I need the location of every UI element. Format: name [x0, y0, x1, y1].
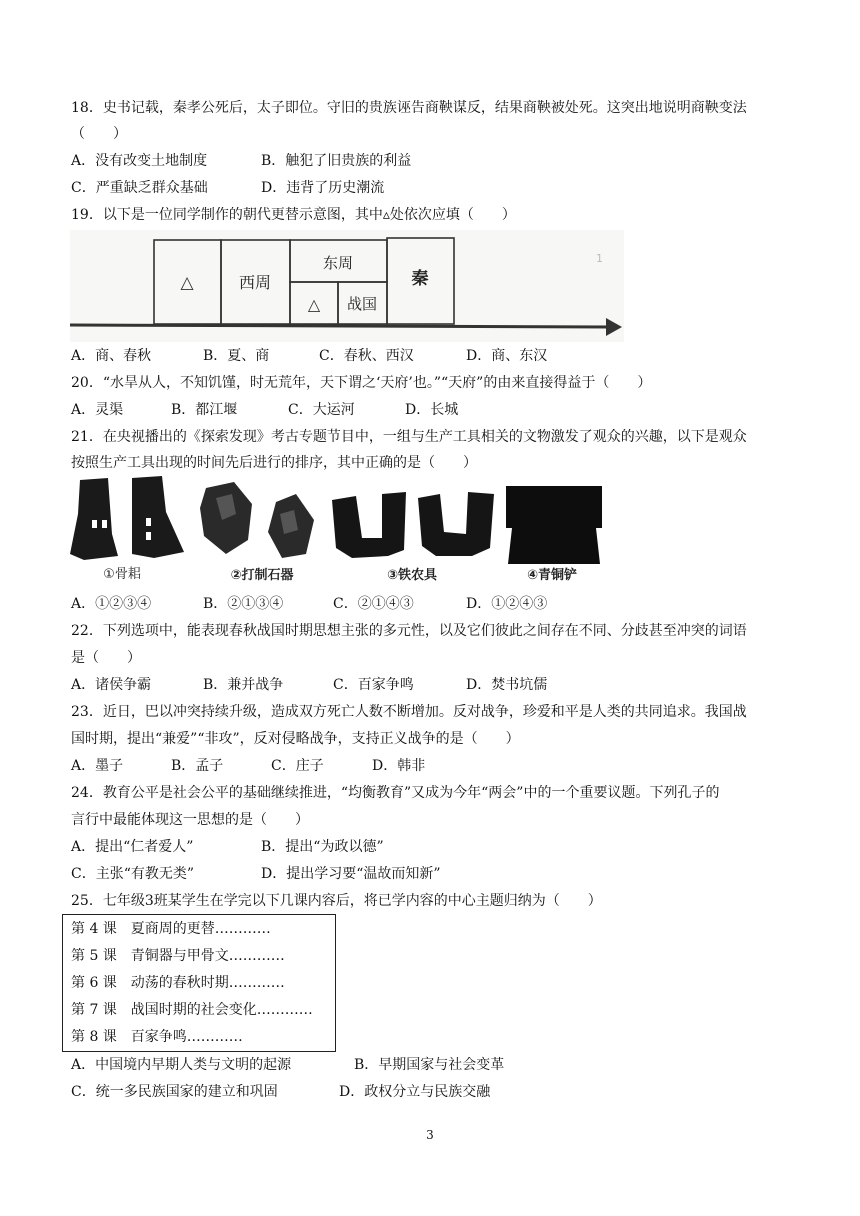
q24-options-row2 — [71, 864, 441, 884]
lesson-list-box — [62, 914, 336, 1052]
q19-stem: 19．以下是一位同学制作的朝代更替示意图，其中▵处依次应填（ ） — [71, 207, 516, 223]
q20-option-a[interactable]: A．灵渠 — [71, 402, 124, 418]
zhanguo-label: 战国 — [346, 295, 378, 313]
q23-options — [71, 756, 425, 776]
q22-option-c[interactable]: C．百家争鸣 — [333, 677, 414, 693]
q22-option-d[interactable]: D．焚书坑儒 — [466, 677, 548, 693]
q22-stem-line2: 是（ ） — [71, 650, 141, 666]
dynasty-timeline-diagram — [70, 230, 624, 342]
xizhou-label: 西周 — [238, 273, 272, 292]
bronze-shovel-picture — [506, 486, 602, 564]
q18-stem-line1: 18．史书记载，秦孝公死后，太子即位。守旧的贵族诬告商鞅谋反，结果商鞅被处死。这突出地说明商鞅变法 — [71, 100, 747, 116]
caption-bronze-shovel: ④青铜铲 — [526, 568, 578, 583]
q18-option-b[interactable]: B．触犯了旧贵族的利益 — [261, 153, 412, 169]
q19-option-a[interactable]: A．商、春秋 — [71, 348, 152, 364]
iron-tool-picture — [332, 492, 494, 558]
q23-option-b[interactable]: B．孟子 — [171, 758, 224, 774]
lesson-item: 第 8 课 百家争鸣………… — [71, 1029, 243, 1045]
q23-stem-line2: 国时期，提出“兼爱”“非攻”，反对侵略战争，支持正义战争的是（ ） — [71, 731, 520, 747]
q21-stem-line2: 按照生产工具出现的时间先后进行的排序，其中正确的是（ ） — [71, 455, 477, 471]
svg-text:1: 1 — [596, 252, 603, 265]
q20-option-b[interactable]: B．都江堰 — [171, 402, 238, 418]
q24-option-d[interactable]: D．提出学习要“温故而知新” — [261, 866, 441, 882]
lesson-item: 第 6 课 动荡的春秋时期………… — [71, 975, 285, 991]
q22-option-b[interactable]: B．兼并战争 — [203, 677, 284, 693]
q18-option-d[interactable]: D．违背了历史潮流 — [261, 180, 385, 196]
lesson-item: 第 5 课 青铜器与甲骨文………… — [71, 948, 285, 964]
lesson-item: 第 7 课 战国时期的社会变化………… — [71, 1002, 313, 1018]
q18-options-row2 — [71, 178, 384, 198]
q20-option-c[interactable]: C．大运河 — [288, 402, 355, 418]
q25-option-d[interactable]: D．政权分立与民族交融 — [339, 1084, 491, 1100]
q24-stem-line1: 24．教育公平是社会公平的基础继续推进，“均衡教育”又成为今年“两会”中的一个重要议题。下列孔子的 — [71, 785, 720, 801]
q19-options — [71, 346, 547, 366]
dongzhou-label: 东周 — [322, 254, 354, 272]
q21-options — [71, 594, 547, 614]
caption-bone-spade: ①骨耜 — [103, 567, 141, 582]
q21-option-d[interactable]: D．①②④③ — [466, 596, 548, 612]
q24-option-c[interactable]: C．主张“有教无类” — [71, 866, 195, 882]
q23-option-d[interactable]: D．韩非 — [372, 758, 426, 774]
bone-spade-picture — [70, 476, 184, 560]
q21-option-a[interactable]: A．①②③④ — [71, 596, 152, 612]
q23-stem-line1: 23．近日，巴以冲突持续升级，造成双方死亡人数不断增加。反对战争，珍爱和平是人类的共同追求。我国战 — [71, 704, 747, 720]
q19-option-b[interactable]: B．夏、商 — [203, 348, 270, 364]
q22-options — [71, 675, 547, 695]
q24-option-a[interactable]: A．提出“仁者爱人” — [71, 839, 194, 855]
q18-option-a[interactable]: A．没有改变土地制度 — [71, 153, 208, 169]
q25-option-b[interactable]: B．早期国家与社会变革 — [354, 1057, 505, 1073]
second-triangle-blank: △ — [307, 295, 321, 314]
q18-option-c[interactable]: C．严重缺乏群众基础 — [71, 180, 208, 196]
q21-option-c[interactable]: C．②①④③ — [333, 596, 414, 612]
caption-iron-tool: ③铁农具 — [386, 568, 438, 583]
q20-option-d[interactable]: D．长城 — [405, 402, 459, 418]
lesson-item: 第 4 课 夏商周的更替………… — [71, 921, 271, 937]
q19-option-c[interactable]: C．春秋、西汉 — [319, 348, 414, 364]
chipped-stone-picture — [200, 482, 314, 558]
first-triangle-blank: △ — [180, 273, 194, 293]
q18-options-row1 — [71, 151, 411, 171]
q22-stem-line1: 22．下列选项中，能表现春秋战国时期思想主张的多元性，以及它们彼此之间存在不同、分歧甚至冲突的词语 — [71, 623, 747, 639]
q25-options-row2 — [71, 1082, 490, 1102]
q23-option-c[interactable]: C．庄子 — [271, 758, 324, 774]
q24-options-row1 — [71, 837, 384, 857]
q25-option-c[interactable]: C．统一多民族国家的建立和巩固 — [71, 1084, 278, 1100]
q21-option-b[interactable]: B．②①③④ — [203, 596, 284, 612]
q21-stem-line1: 21．在央视播出的《探索发现》考古专题节目中，一组与生产工具相关的文物激发了观众的兴趣，以下是观众 — [71, 429, 747, 445]
q20-options — [71, 400, 458, 420]
caption-chipped-stone: ②打制石器 — [230, 568, 294, 583]
q18-stem-line2: （ ） — [71, 126, 127, 142]
q19-option-d[interactable]: D．商、东汉 — [466, 348, 548, 364]
q20-stem: 20．“水旱从人，不知饥馑，时无荒年，天下谓之‘天府’也。”“天府”的由来直接得益于（ ） — [71, 375, 652, 391]
q25-stem: 25．七年级3班某学生在学完以下几课内容后，将已学内容的中心主题归纳为（ ） — [71, 893, 602, 909]
q25-option-a[interactable]: A．中国境内早期人类与文明的起源 — [71, 1057, 292, 1073]
q25-options-row1 — [71, 1055, 504, 1075]
q24-option-b[interactable]: B．提出“为政以德” — [261, 839, 384, 855]
q23-option-a[interactable]: A．墨子 — [71, 758, 124, 774]
q24-stem-line2: 言行中最能体现这一思想的是（ ） — [71, 812, 309, 828]
qin-label: 秦 — [411, 269, 429, 289]
q22-option-a[interactable]: A．诸侯争霸 — [71, 677, 152, 693]
production-tools-figure — [66, 474, 612, 590]
page-number: 3 — [426, 1128, 434, 1142]
